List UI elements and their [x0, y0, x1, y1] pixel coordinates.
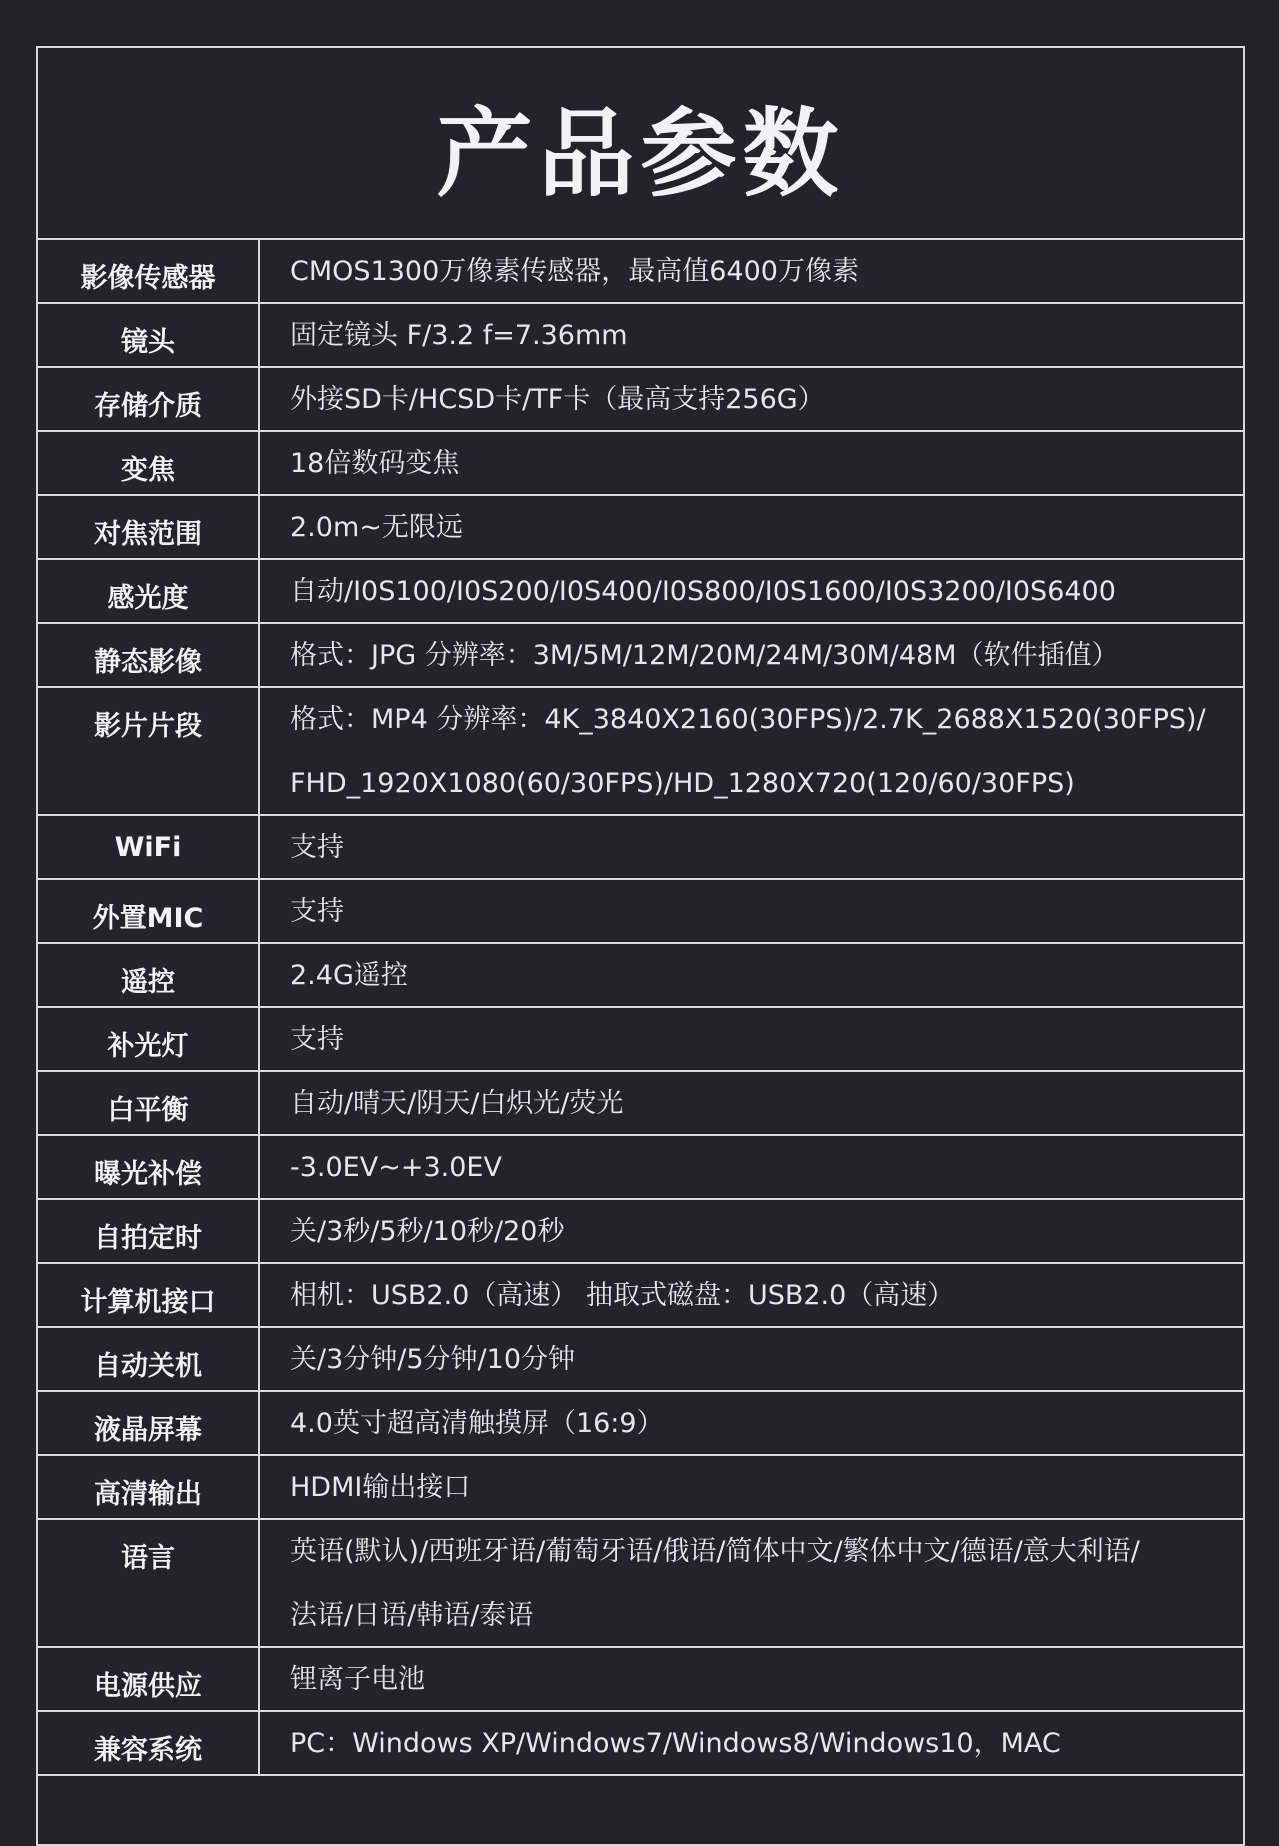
- spec-value-line: 法语/日语/韩语/泰语: [290, 1600, 534, 1631]
- spec-label: 存储介质: [38, 368, 260, 430]
- spec-value-line: 锂离子电池: [290, 1664, 425, 1695]
- spec-value: [260, 304, 1243, 366]
- spec-row: [38, 1136, 1243, 1200]
- spec-row: [38, 1072, 1243, 1136]
- spec-value-line: 支持: [290, 1024, 344, 1055]
- spec-value: [260, 1328, 1243, 1390]
- spec-value: [260, 1264, 1243, 1326]
- spec-label: 语言: [38, 1520, 260, 1646]
- spec-row: [38, 1392, 1243, 1456]
- spec-label: 镜头: [38, 304, 260, 366]
- spec-value: [260, 1200, 1243, 1262]
- spec-value: [260, 1008, 1243, 1070]
- spec-row: [38, 1008, 1243, 1072]
- spec-value-line: 支持: [290, 896, 344, 927]
- spec-label: 遥控: [38, 944, 260, 1006]
- spec-value-line: PC：Windows XP/Windows7/Windows8/Windows10，MAC: [290, 1728, 1061, 1759]
- spec-label: 电源供应: [38, 1648, 260, 1710]
- spec-label: WiFi: [38, 816, 260, 878]
- spec-value: [260, 1456, 1243, 1518]
- spec-row: [38, 944, 1243, 1008]
- spec-label: 影片片段: [38, 688, 260, 814]
- spec-value: [260, 496, 1243, 558]
- spec-label: 对焦范围: [38, 496, 260, 558]
- spec-value: [260, 688, 1243, 814]
- spec-value: [260, 1392, 1243, 1454]
- spec-row: [38, 816, 1243, 880]
- spec-rows: [38, 240, 1243, 1776]
- spec-value: [260, 880, 1243, 942]
- spec-value-line: 关/3秒/5秒/10秒/20秒: [290, 1216, 565, 1247]
- spec-row: [38, 368, 1243, 432]
- spec-label: 白平衡: [38, 1072, 260, 1134]
- spec-value: [260, 1712, 1243, 1774]
- spec-label: 自拍定时: [38, 1200, 260, 1262]
- spec-label: 感光度: [38, 560, 260, 622]
- spec-value: [260, 560, 1243, 622]
- spec-label: 兼容系统: [38, 1712, 260, 1774]
- spec-value-line: 固定镜头 F/3.2 f=7.36mm: [290, 320, 628, 351]
- spec-row: [38, 1456, 1243, 1520]
- spec-row: [38, 432, 1243, 496]
- spec-label: 静态影像: [38, 624, 260, 686]
- spec-value: [260, 368, 1243, 430]
- spec-value-line: FHD_1920X1080(60/30FPS)/HD_1280X720(120/60/30FPS): [290, 768, 1075, 799]
- spec-value: [260, 1136, 1243, 1198]
- title-box: [38, 48, 1243, 240]
- spec-label: 外置MIC: [38, 880, 260, 942]
- spec-value-line: 外接SD卡/HCSD卡/TF卡（最高支持256G）: [290, 384, 825, 415]
- spec-label: 高清输出: [38, 1456, 260, 1518]
- spec-value-line: 自动/I0S100/I0S200/I0S400/I0S800/I0S1600/I0S3200/I0S6400: [290, 576, 1116, 607]
- spec-row: [38, 1328, 1243, 1392]
- spec-row: [38, 1520, 1243, 1648]
- spec-value: [260, 1648, 1243, 1710]
- spec-value: [260, 944, 1243, 1006]
- spec-label: 自动关机: [38, 1328, 260, 1390]
- spec-value-line: 4.0英寸超高清触摸屏（16:9）: [290, 1408, 664, 1439]
- spec-value: [260, 816, 1243, 878]
- spec-row: [38, 496, 1243, 560]
- spec-value-line: 相机：USB2.0（高速） 抽取式磁盘：USB2.0（高速）: [290, 1280, 955, 1311]
- spec-row: [38, 560, 1243, 624]
- spec-value: [260, 432, 1243, 494]
- spec-value: [260, 240, 1243, 302]
- spec-row: [38, 1648, 1243, 1712]
- spec-value-line: HDMI输出接口: [290, 1472, 471, 1503]
- spec-value: [260, 1072, 1243, 1134]
- spec-value-line: -3.0EV~+3.0EV: [290, 1152, 502, 1183]
- spec-value-line: 格式：JPG 分辨率：3M/5M/12M/20M/24M/30M/48M（软件插值）: [290, 640, 1119, 671]
- spec-row: [38, 1264, 1243, 1328]
- spec-row: [38, 880, 1243, 944]
- spec-value: [260, 1520, 1243, 1646]
- spec-row: [38, 1200, 1243, 1264]
- spec-table-frame: [36, 46, 1245, 1846]
- spec-value-line: 支持: [290, 832, 344, 863]
- spec-label: 计算机接口: [38, 1264, 260, 1326]
- spec-value-line: 2.0m~无限远: [290, 512, 463, 543]
- spec-row: [38, 304, 1243, 368]
- spec-label: 影像传感器: [38, 240, 260, 302]
- spec-label: 变焦: [38, 432, 260, 494]
- spec-value-line: 18倍数码变焦: [290, 448, 460, 479]
- spec-value-line: 英语(默认)/西班牙语/葡萄牙语/俄语/简体中文/繁体中文/德语/意大利语/: [290, 1536, 1140, 1567]
- spec-label: 液晶屏幕: [38, 1392, 260, 1454]
- spec-row: [38, 624, 1243, 688]
- spec-label: 曝光补偿: [38, 1136, 260, 1198]
- spec-value-line: 自动/晴天/阴天/白炽光/荧光: [290, 1088, 624, 1119]
- spec-row: [38, 240, 1243, 304]
- spec-label: 补光灯: [38, 1008, 260, 1070]
- spec-row: [38, 1712, 1243, 1776]
- spec-value-line: 格式：MP4 分辨率：4K_3840X2160(30FPS)/2.7K_2688X1520(30FPS)/: [290, 704, 1206, 735]
- spec-value-line: 2.4G遥控: [290, 960, 408, 991]
- spec-value: [260, 624, 1243, 686]
- spec-value-line: CMOS1300万像素传感器，最高值6400万像素: [290, 256, 859, 287]
- page-title: 产品参数: [436, 97, 845, 210]
- spec-row: [38, 688, 1243, 816]
- spec-value-line: 关/3分钟/5分钟/10分钟: [290, 1344, 576, 1375]
